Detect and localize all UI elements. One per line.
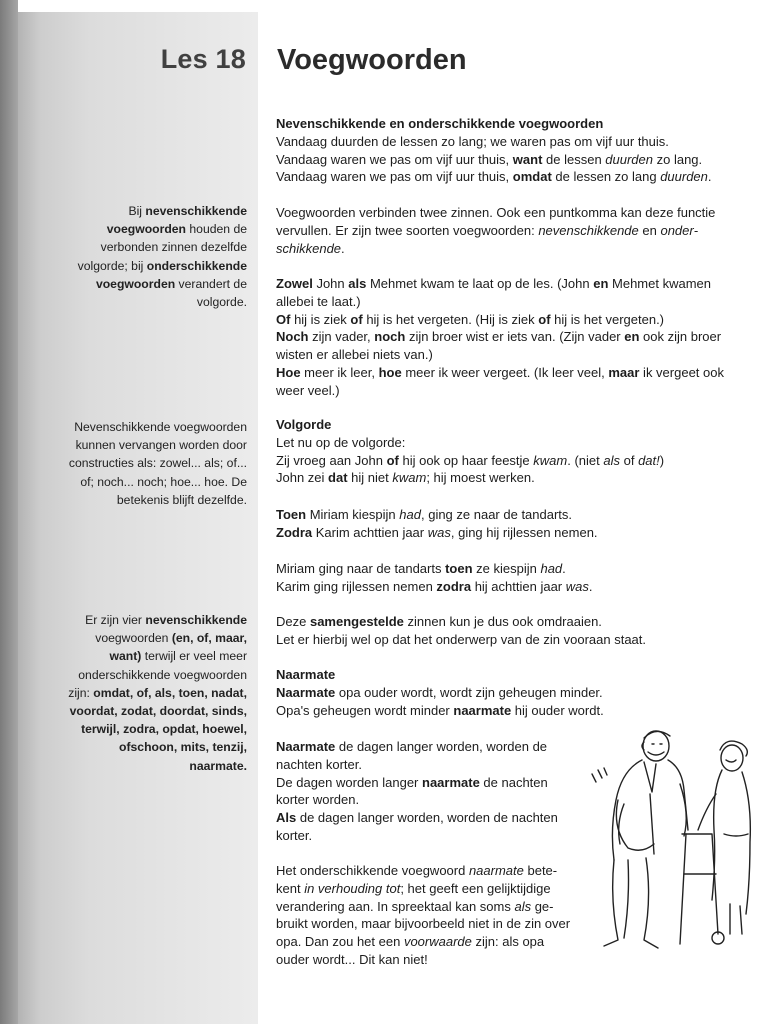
verb-italic: was (427, 524, 451, 540)
conjunction-bold: noch (374, 329, 406, 345)
top-margin (18, 0, 768, 12)
text-run: Karim ging rijlessen nemen (276, 578, 437, 594)
paragraph-definition (276, 204, 736, 257)
paragraph-intro-examples (276, 115, 736, 186)
text-run: de lessen (542, 151, 606, 167)
conjunction-bold: toen (445, 561, 473, 576)
text-line (276, 416, 736, 434)
verb-italic: duurden (605, 151, 653, 167)
text-run: hij is het vergeten.) (550, 311, 665, 327)
margin-band (0, 0, 258, 1024)
conjunction-bold: samengestelde (309, 614, 404, 629)
conjunction-bold: naarmate (453, 702, 512, 718)
text-line (276, 524, 736, 542)
text-run: meer ik leer, (300, 364, 379, 380)
note-text: verandert de volgorde. (175, 276, 247, 310)
text-run: of (619, 452, 639, 468)
text-run: opa ouder wordt, wordt zijn geheugen minder. (335, 684, 603, 700)
conjunction-bold: Of (276, 311, 291, 327)
text-run: . (341, 240, 345, 256)
conjunction-bold: Naarmate (276, 684, 336, 700)
text-run: hij ouder wordt. (511, 702, 604, 718)
paragraph-compound-sentences (276, 613, 736, 649)
text-run: de lessen zo lang (551, 169, 661, 185)
text-line (276, 204, 736, 257)
text-run: ; hij moest werken. (426, 470, 535, 486)
text-run: Vandaag waren we pas om vijf uur thuis, (276, 169, 513, 185)
note-text: nevenschikkende voegwoorden (106, 204, 247, 237)
text-run: John (312, 276, 349, 291)
text-line (276, 613, 736, 631)
note-text: houden de verbonden zinnen dezelfde volgorde; bij (77, 222, 247, 273)
conjunction-bold: en (624, 329, 640, 345)
verb-italic: als (603, 452, 620, 468)
conjunction-bold: of (350, 311, 363, 327)
text-run: ik vergeet ook weer veel.) (276, 364, 724, 398)
text-run: Karim achttien jaar (312, 524, 428, 540)
verb-italic: duurden (660, 169, 708, 185)
verb-italic: naarmate (468, 863, 524, 878)
note-text: Er zijn vier (85, 613, 146, 627)
conjunction-bold: naarmate (422, 774, 480, 790)
verb-italic: nevenschikkende (538, 222, 639, 238)
conjunction-bold: en (593, 276, 609, 291)
note-text: nevenschikkende (145, 613, 247, 627)
conjunction-bold: omdat (512, 169, 552, 185)
paragraph-days-nights (276, 738, 576, 845)
conjunction-bold: Als (276, 810, 297, 826)
page-binding-edge (0, 0, 18, 1024)
note-text: onderschikkende voegwoorden (95, 258, 247, 291)
verb-italic: onderschikkende (276, 222, 699, 256)
text-run: zinnen kun je dus ook omdraaien. (403, 614, 602, 629)
text-line (276, 133, 736, 151)
verb-italic: in verhouding tot (304, 880, 401, 896)
paragraph-reversed (276, 560, 736, 596)
conjunction-bold: dat (328, 470, 348, 486)
text-run: en (638, 222, 661, 238)
conjunction-bold: of (386, 452, 399, 468)
text-run: . (562, 561, 566, 576)
text-line (276, 469, 736, 487)
text-line (276, 275, 736, 311)
text-line (276, 151, 736, 169)
text-run: ) (659, 452, 665, 468)
conjunction-bold: maar (608, 364, 640, 380)
text-run: Miriam kiespijn (306, 507, 400, 522)
conjunction-bold: want (512, 151, 543, 167)
conjunction-bold: Zodra (276, 524, 313, 540)
conjunction-bold: Volgorde (276, 417, 332, 432)
text-line (276, 115, 736, 133)
text-line (276, 328, 736, 364)
text-line (276, 311, 736, 329)
text-run: Let er hierbij wel op dat het onderwerp van de zin vooraan staat. (276, 631, 647, 647)
text-run: Vandaag duurden de lessen zo lang; we waren pas om vijf uur thuis. (276, 133, 669, 149)
text-line (276, 452, 736, 470)
verb-italic: had (540, 561, 563, 576)
paragraph-naarmate-explanation (276, 862, 576, 969)
conjunction-bold: Naarmate (276, 739, 336, 754)
text-run: Vandaag waren we pas om vijf uur thuis, (276, 151, 513, 167)
sidebar-note-word-order (64, 202, 247, 311)
conjunction-bold: hoe (378, 364, 402, 380)
conjunction-bold: Naarmate (276, 667, 336, 682)
verb-italic: als (514, 898, 532, 914)
conjunction-bold: Noch (276, 329, 309, 345)
text-line (276, 774, 576, 810)
text-run: de dagen langer worden, worden de nachten korter. (276, 739, 548, 772)
text-line (276, 560, 736, 578)
paragraph-toen-zodra (276, 506, 736, 542)
text-run: hij is het vergeten. (Hij is ziek (362, 311, 539, 327)
paragraph-paired-conjunctions (276, 275, 736, 400)
text-run: hij is ziek (290, 311, 351, 327)
text-run: Deze (276, 614, 310, 629)
conjunction-bold: als (348, 276, 367, 291)
text-run: ze kiespijn (472, 561, 541, 576)
text-run: Zij vroeg aan John (276, 452, 387, 468)
text-run: hij niet (347, 470, 393, 486)
note-text: voegwoorden (95, 631, 172, 646)
note-text: terwijl er veel meer onderschikkende voegwoorden zijn: (68, 649, 247, 700)
conjunction-bold: Nevenschikkende en onderschikkende voegwoorden (276, 116, 604, 131)
text-line (276, 364, 736, 400)
verb-italic: was (565, 578, 589, 594)
note-text: Bij (128, 204, 146, 218)
text-run: ook zijn broer wisten er allebei niets van.) (276, 329, 722, 363)
verb-italic: voorwaarde (403, 934, 472, 950)
text-run: De dagen worden langer (276, 774, 422, 790)
text-run: . (588, 578, 593, 594)
paragraph-word-order (276, 416, 736, 487)
text-line (276, 684, 736, 702)
text-run: zijn: als opa ouder wordt... Dit kan niet! (276, 934, 545, 967)
text-run: Opa's geheugen wordt minder (276, 702, 454, 718)
text-line (276, 631, 736, 649)
text-run: ; het geeft een gelijktijdige verandering aan. In spreektaal kan soms (276, 880, 551, 914)
text-run: Voegwoorden verbinden twee zinnen. Ook een puntkomma kan deze functie vervullen. Er zijn twee soorten voegwoorden: (276, 205, 716, 238)
text-run: zo lang. (653, 151, 703, 167)
note-text: omdat, of, als, toen, nadat, voordat, zodat, doordat, sinds, terwijl, zodra, opdat, hoewel, ofschoon, mits, tenzij, naarmate. (69, 685, 247, 773)
conjunction-bold: Zowel (276, 276, 313, 291)
text-run: Mehmet kwamen allebei te laat.) (276, 276, 711, 309)
text-run: , ging ze naar de tandarts. (420, 507, 573, 522)
elderly-couple-illustration (584, 724, 754, 964)
text-run: John zei (276, 470, 329, 486)
text-run: meer ik weer vergeet. (Ik leer veel, (401, 364, 609, 380)
text-line (276, 809, 576, 845)
verb-italic: dat! (638, 452, 660, 468)
text-run: . (707, 169, 712, 185)
note-text: (en, of, maar, want) (109, 631, 247, 664)
conjunction-bold: zodra (436, 578, 472, 594)
note-text: Nevenschikkende voegwoorden kunnen vervangen worden door constructies als: zowel... als; of... of; noch... noch; hoe... hoe. De betekenis blijft dezelfde. (68, 420, 247, 507)
text-run: hij achttien jaar (471, 578, 566, 594)
text-run: . (niet (567, 452, 604, 468)
text-run: betekent (276, 863, 558, 896)
lesson-number: Les 18 (160, 44, 246, 74)
text-run: hij ook op haar feestje (398, 452, 534, 468)
conjunction-bold: Hoe (276, 364, 301, 380)
text-line (276, 738, 576, 774)
text-run: , ging hij rijlessen nemen. (450, 524, 598, 540)
text-run: Let nu op de volgorde: (276, 434, 406, 450)
text-run: zijn vader, (308, 329, 375, 345)
text-line (276, 666, 736, 684)
verb-italic: kwam (533, 452, 568, 468)
text-run: Het onderschikkende voegwoord (276, 863, 469, 878)
text-run: Mehmet kwam te laat op de les. (John (366, 276, 594, 291)
text-line (276, 168, 736, 186)
verb-italic: had (399, 507, 421, 522)
text-line (276, 506, 736, 524)
text-run: Miriam ging naar de tandarts (276, 561, 446, 576)
text-line (276, 434, 736, 452)
text-line (276, 702, 736, 720)
text-line (276, 578, 736, 596)
paragraph-naarmate (276, 666, 736, 719)
page-title: Voegwoorden (277, 44, 467, 76)
verb-italic: kwam (392, 470, 427, 486)
text-run: gebruikt worden, maar bijvoorbeeld niet in de zin over opa. Dan zou het een (276, 898, 571, 950)
text-run: de dagen langer worden, worden de nachten korter. (276, 810, 558, 843)
sidebar-note-constructions (64, 418, 247, 509)
sidebar-note-conjunction-list (64, 611, 247, 775)
conjunction-bold: of (538, 311, 551, 327)
conjunction-bold: Toen (276, 507, 307, 522)
text-line (276, 862, 576, 969)
text-run: zijn broer wist er iets van. (Zijn vader (405, 329, 625, 345)
text-run: de nachten korter worden. (276, 774, 548, 808)
